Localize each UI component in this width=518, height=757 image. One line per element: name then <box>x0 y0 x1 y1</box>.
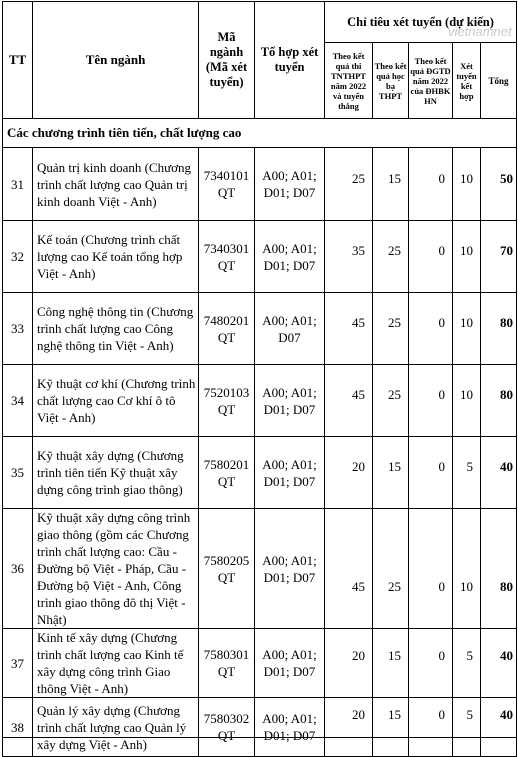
row-total: 80 <box>481 293 517 365</box>
row-combo: A00; A01; D01; D07 <box>255 698 325 757</box>
row-kethop: 10 <box>453 221 481 293</box>
table-row <box>3 293 517 365</box>
row-total: 40 <box>481 698 517 757</box>
row-hocba: 25 <box>373 365 409 437</box>
row-kethop: 5 <box>453 629 481 698</box>
header-row-top <box>3 2 517 43</box>
section-title: Các chương trình tiên tiến, chất lượng cao <box>3 119 517 148</box>
row-name: Quản trị kinh doanh (Chương trình chất lượng cao Quản trị kinh doanh Việt - Anh) <box>33 148 199 221</box>
table-row <box>3 509 517 629</box>
row-name: Công nghệ thông tin (Chương trình chất lượng cao Công nghệ thông tin Việt - Anh) <box>33 293 199 365</box>
row-name: Kinh tế xây dựng (Chương trình chất lượng cao Kinh tế xây dựng công trình Giao thông Việt - Anh) <box>33 629 199 698</box>
row-code: 7580301 QT <box>199 629 255 698</box>
row-hocba: 15 <box>373 148 409 221</box>
row-thpt: 45 <box>325 365 373 437</box>
header-thpt: Theo kết quả thi TNTHPT năm 2022 và tuyển thẳng <box>325 43 373 119</box>
row-kethop: 5 <box>453 698 481 757</box>
row-kethop: 10 <box>453 509 481 629</box>
table-row <box>3 148 517 221</box>
row-code: 7580201 QT <box>199 437 255 509</box>
row-thpt: 20 <box>325 437 373 509</box>
row-tt: 32 <box>3 221 33 293</box>
row-code: 7520103 QT <box>199 365 255 437</box>
row-hocba: 15 <box>373 698 409 757</box>
row-total: 50 <box>481 148 517 221</box>
row-code: 7340101 QT <box>199 148 255 221</box>
row-thpt: 25 <box>325 148 373 221</box>
row-dgtd: 0 <box>409 629 453 698</box>
row-dgtd: 0 <box>409 221 453 293</box>
row-combo: A00; A01; D01; D07 <box>255 509 325 629</box>
row-tt: 31 <box>3 148 33 221</box>
row-hocba: 25 <box>373 293 409 365</box>
row-combo: A00; A01; D01; D07 <box>255 365 325 437</box>
header-total: Tổng <box>481 43 517 119</box>
header-dgtd: Theo kết quả ĐGTD năm 2022 của ĐHBK HN <box>409 43 453 119</box>
row-code: 7340301 QT <box>199 221 255 293</box>
row-thpt: 20 <box>325 629 373 698</box>
admission-quota-table <box>2 1 517 757</box>
table-row <box>3 365 517 437</box>
watermark-logo: vietnamnet <box>448 24 512 39</box>
row-combo: A00; A01; D01; D07 <box>255 148 325 221</box>
header-hocba: Theo kết quả học bạ THPT <box>373 43 409 119</box>
row-kethop: 5 <box>453 437 481 509</box>
row-tt: 35 <box>3 437 33 509</box>
header-combo: Tổ hợp xét tuyển <box>255 2 325 119</box>
row-hocba: 25 <box>373 509 409 629</box>
row-total: 80 <box>481 365 517 437</box>
row-dgtd: 0 <box>409 509 453 629</box>
row-code: 7580302 QT <box>199 698 255 757</box>
row-dgtd: 0 <box>409 148 453 221</box>
row-dgtd: 0 <box>409 698 453 757</box>
row-total: 70 <box>481 221 517 293</box>
row-total: 40 <box>481 437 517 509</box>
row-name: Kỹ thuật xây dựng công trình giao thông (gồm các Chương trình chất lượng cao: Cầu - Đường bộ Việt - Pháp, Cầu - Đường bộ Việt - Anh, Công trình giao thông đô thị Việt - Nhật) <box>33 509 199 629</box>
table-row <box>3 221 517 293</box>
row-tt: 33 <box>3 293 33 365</box>
row-total: 40 <box>481 629 517 698</box>
row-hocba: 15 <box>373 437 409 509</box>
row-combo: A00; A01; D07 <box>255 293 325 365</box>
table-row <box>3 437 517 509</box>
row-tt: 38 <box>3 698 33 757</box>
row-tt: 34 <box>3 365 33 437</box>
row-kethop: 10 <box>453 365 481 437</box>
row-name: Kế toán (Chương trình chất lượng cao Kế toán tổng hợp Việt - Anh) <box>33 221 199 293</box>
row-combo: A00; A01; D01; D07 <box>255 221 325 293</box>
row-tt: 37 <box>3 629 33 698</box>
row-dgtd: 0 <box>409 365 453 437</box>
header-quota-group: Chỉ tiêu xét tuyển (dự kiến) <box>325 2 517 43</box>
header-tt: TT <box>3 2 33 119</box>
row-total: 80 <box>481 509 517 629</box>
row-thpt: 20 <box>325 698 373 757</box>
row-thpt: 35 <box>325 221 373 293</box>
row-name: Kỹ thuật xây dựng (Chương trình tiên tiến Kỹ thuật xây dựng công trình giao thông) <box>33 437 199 509</box>
section-row <box>3 119 517 148</box>
row-hocba: 25 <box>373 221 409 293</box>
row-kethop: 10 <box>453 293 481 365</box>
row-combo: A00; A01; D01; D07 <box>255 437 325 509</box>
table-row <box>3 629 517 698</box>
row-hocba: 15 <box>373 629 409 698</box>
row-name: Quản lý xây dựng (Chương trình chất lượng cao Quản lý xây dựng Việt - Anh) <box>33 698 199 757</box>
row-thpt: 45 <box>325 293 373 365</box>
header-kethop: Xét tuyển kết hợp <box>453 43 481 119</box>
row-dgtd: 0 <box>409 437 453 509</box>
row-dgtd: 0 <box>409 293 453 365</box>
header-code: Mã ngành (Mã xét tuyển) <box>199 2 255 119</box>
row-name: Kỹ thuật cơ khí (Chương trình chất lượng cao Cơ khí ô tô Việt - Anh) <box>33 365 199 437</box>
row-code: 7580205 QT <box>199 509 255 629</box>
row-combo: A00; A01; D01; D07 <box>255 629 325 698</box>
table-row <box>3 698 517 757</box>
row-thpt: 45 <box>325 509 373 629</box>
header-name: Tên ngành <box>33 2 199 119</box>
row-tt: 36 <box>3 509 33 629</box>
row-code: 7480201 QT <box>199 293 255 365</box>
row-kethop: 10 <box>453 148 481 221</box>
